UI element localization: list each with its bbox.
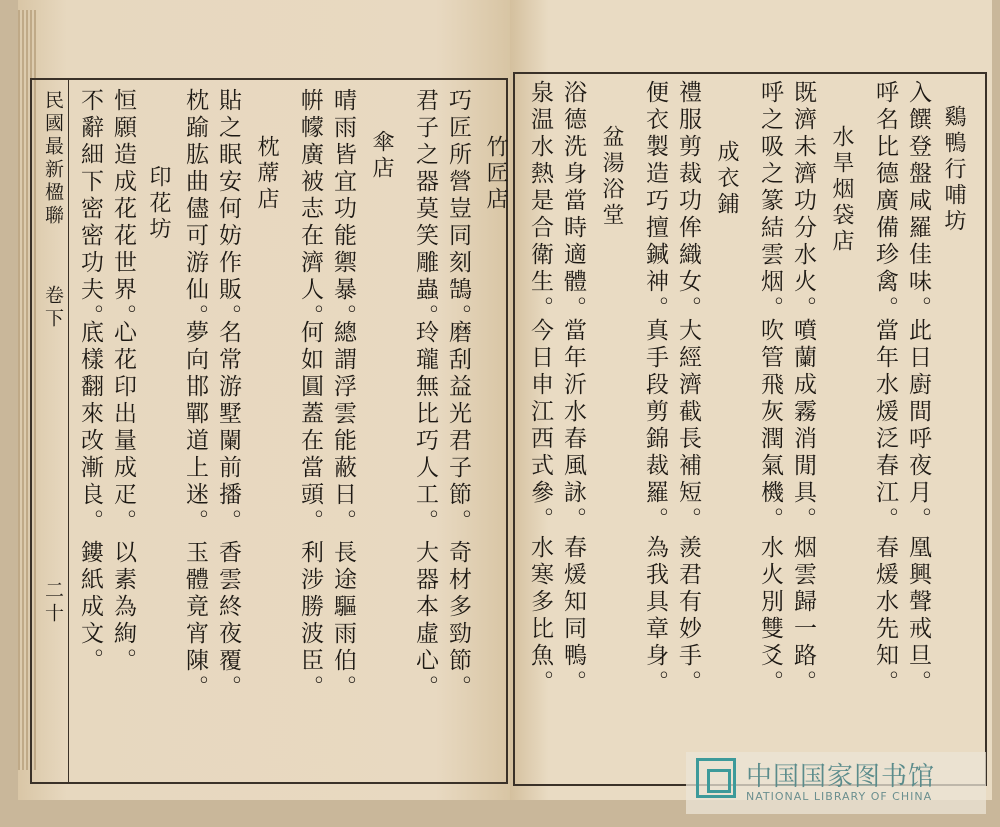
margin-rule	[68, 78, 69, 782]
couplet-line: 今日申江西式參。	[527, 318, 553, 534]
couplet-line: 恒願造成花花世界。	[110, 88, 136, 331]
couplet-line: 不辭細下密密功夫。	[77, 88, 103, 331]
couplet-line: 泉温水熱是合衛生。	[527, 80, 553, 323]
couplet-line: 水寒多比魚。	[527, 535, 553, 697]
couplet-line: 鏤紙成文。	[77, 540, 103, 675]
couplet-line: 巧匠所營豈同刻鵠。	[445, 88, 471, 331]
book-title: 民國最新楹聯	[42, 90, 64, 228]
couplet-line: 何如圓蓋在當頭。	[297, 320, 323, 536]
volume-label: 卷下	[42, 285, 64, 331]
couplet-line: 玉體竟宵陳。	[182, 540, 208, 702]
couplet-line: 總謂浮雲能蔽日。	[330, 320, 356, 536]
couplet-line: 長途驅雨伯。	[330, 540, 356, 702]
couplet-line: 君子之器莫笑雕蟲。	[412, 88, 438, 331]
couplet-line: 奇材多勁節。	[445, 540, 471, 702]
couplet-line: 以素為絢。	[110, 540, 136, 675]
couplet-line: 當年沂水春風詠。	[560, 318, 586, 534]
couplet-line: 大經濟截長補短。	[675, 318, 701, 534]
couplet-line: 心花印出量成疋。	[110, 320, 136, 536]
couplet-line: 為我具章身。	[642, 535, 668, 697]
couplet-line: 香雲終夜覆。	[215, 540, 241, 702]
couplet-line: 枕踰肱曲儘可游仙。	[182, 88, 208, 331]
couplet-line: 利涉勝波臣。	[297, 540, 323, 702]
couplet-line: 晴雨皆宜功能禦暴。	[330, 88, 356, 331]
couplet-line: 真手段剪錦裁羅。	[642, 318, 668, 534]
couplet-line: 呼名比德廣備珍禽。	[872, 80, 898, 323]
shop-heading: 鷄鴨行哺坊	[941, 105, 966, 235]
couplet-line: 凰興聲戒旦。	[905, 535, 931, 697]
page-number: 二十	[42, 580, 64, 626]
couplet-line: 呼之吸之篆結雲烟。	[757, 80, 783, 323]
shop-heading: 竹匠店	[483, 135, 508, 213]
watermark-chinese: 中国国家图书馆	[746, 762, 936, 792]
couplet-line: 羨君有妙手。	[675, 535, 701, 697]
couplet-line: 浴德洗身當時適體。	[560, 80, 586, 323]
couplet-line: 當年水煖泛春江。	[872, 318, 898, 534]
couplet-line: 玲瓏無比巧人工。	[412, 320, 438, 536]
couplet-line: 此日廚間呼夜月。	[905, 318, 931, 534]
couplet-line: 帲幪廣被志在濟人。	[297, 88, 323, 331]
library-watermark	[686, 752, 986, 814]
couplet-line: 噴蘭成霧消閒具。	[790, 318, 816, 534]
couplet-line: 吹管飛灰潤氣機。	[757, 318, 783, 534]
couplet-line: 烟雲歸一路。	[790, 535, 816, 697]
couplet-line: 磨刮益光君子節。	[445, 320, 471, 536]
couplet-line: 便衣製造巧擅鍼神。	[642, 80, 668, 323]
shop-heading: 水旱烟袋店	[829, 125, 854, 255]
shop-heading: 傘店	[369, 130, 394, 182]
couplet-line: 春煖水先知。	[872, 535, 898, 697]
couplet-line: 既濟未濟功分水火。	[790, 80, 816, 323]
couplet-line: 夢向邯鄲道上迷。	[182, 320, 208, 536]
couplet-line: 入饌登盤咸羅佳味。	[905, 80, 931, 323]
couplet-line: 名常游墅闌前播。	[215, 320, 241, 536]
couplet-line: 水火別雙爻。	[757, 535, 783, 697]
shop-heading: 盆湯浴堂	[599, 125, 624, 229]
couplet-line: 貼之眠安何妨作販。	[215, 88, 241, 331]
couplet-line: 大器本虛心。	[412, 540, 438, 702]
couplet-line: 春煖知同鴨。	[560, 535, 586, 697]
shop-heading: 印花坊	[146, 165, 171, 243]
couplet-line: 底樣翻來改漸良。	[77, 320, 103, 536]
shop-heading: 枕蓆店	[254, 135, 279, 213]
couplet-line: 禮服剪裁功侔織女。	[675, 80, 701, 323]
shop-heading: 成衣鋪	[714, 140, 739, 218]
library-logo-icon	[696, 758, 736, 798]
watermark-english: NATIONAL LIBRARY OF CHINA	[746, 790, 933, 803]
